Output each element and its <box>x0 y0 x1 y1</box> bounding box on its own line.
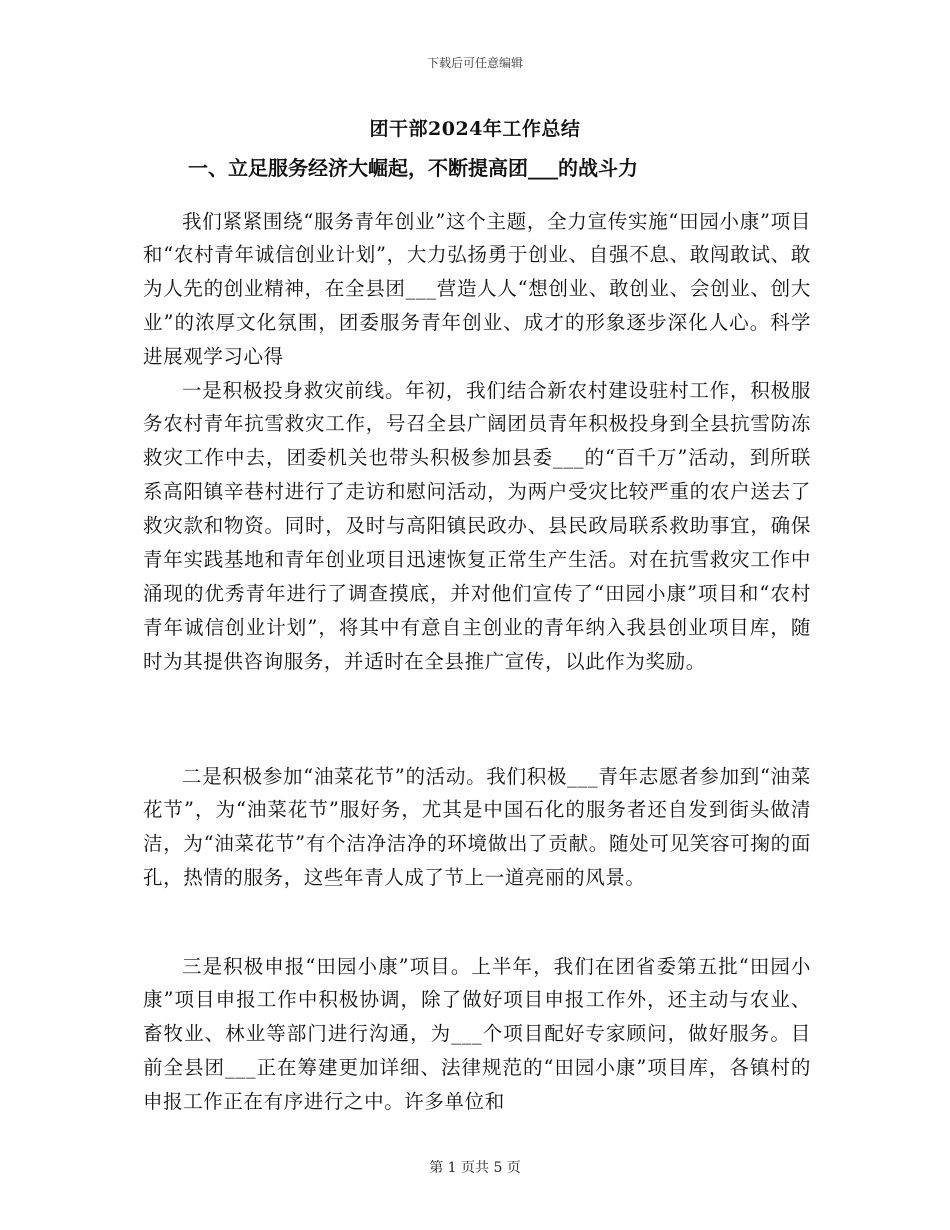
header-note: 下载后可任意编辑 <box>426 56 523 70</box>
paragraph-project-application: 三是积极申报“田园小康”项目。上半年，我们在团省委第五批“田园小康”项目申报工作中积极协调，除了做好项目申报工作外，还主动与农业、畜牧业、林业等部门进行沟通，为___个项目配好专家顾问，做好服务。目前全县团___正在筹建更加详细、法律规范的“田园小康”项目库，各镇村的申报工作正在有序进行之中。许多单位和 <box>143 954 811 1114</box>
paragraph-disaster-relief: 一是积极投身救灾前线。年初，我们结合新农村建设驻村工作，积极服务农村青年抗雪救灾工作，号召全县广阔团员青年积极投身到全县抗雪防冻救灾工作中去，团委机关也带头积极参加县委___的“百千万”活动，到所联系高阳镇辛巷村进行了走访和慰问活动，为两户受灾比较严重的农户送去了救灾款和物资。同时，及时与高阳镇民政办、县民政局联系救助事宜，确保青年实践基地和青年创业项目迅速恢复正常生产生活。对在抗雪救灾工作中涌现的优秀青年进行了调查摸底，并对他们宣传了“田园小康”项目和“农村青年诚信创业计划”，将其中有意自主创业的青年纳入我县创业项目库，随时为其提供咨询服务，并适时在全县推广宣传，以此作为奖励。 <box>143 378 811 673</box>
section-heading: 一、立足服务经济大崛起，不断提高团___的战斗力 <box>188 156 638 180</box>
document-title: 团干部2024年工作总结 <box>369 118 581 140</box>
paragraph-rapeseed-festival: 二是积极参加“油菜花节”的活动。我们积极___青年志愿者参加到“油菜花节”，为“油菜花节”服好务，尤其是中国石化的服务者还自发到街头做清洁，为“油菜花节”有个洁净洁净的环境做出了贡献。随处可见笑容可掬的面孔，热情的服务，这些年青人成了节上一道亮丽的风景。 <box>143 764 811 890</box>
page-footer: 第 1 页共 5 页 <box>429 1160 521 1176</box>
paragraph-intro: 我们紧紧围绕“服务青年创业”这个主题，全力宣传实施“田园小康”项目和“农村青年诚信创业计划”，大力弘扬勇于创业、自强不息、敢闯敢试、敢为人先的创业精神，在全县团___营造人人“想创业、敢创业、会创业、创大业”的浓厚文化氛围，团委服务青年创业、成才的形象逐步深化人心。科学进展观学习心得 <box>143 209 811 369</box>
